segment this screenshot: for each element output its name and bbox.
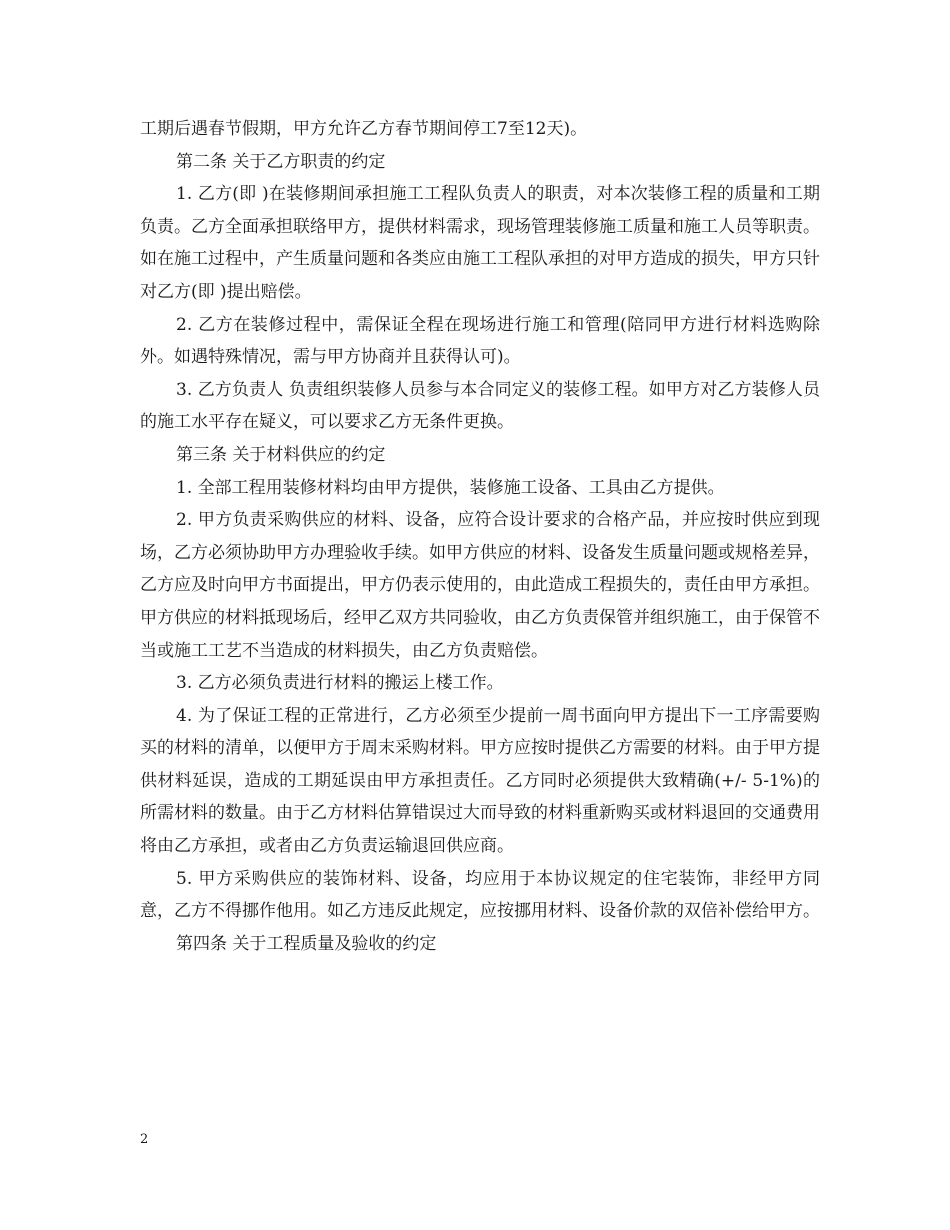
paragraph: 5. 甲方采购供应的装饰材料、设备，均应用于本协议规定的住宅装饰，非经甲方同意，乙方不得挪作他用。如乙方违反此规定，应按挪用材料、设备价款的双倍补偿给甲方。 (140, 868, 820, 922)
paragraph: 3. 乙方必须负责进行材料的搬运上楼工作。 (176, 673, 504, 694)
paragraph: 4. 为了保证工程的正常进行，乙方必须至少提前一周书面向甲方提出下一工序需要购买的材料的清单，以便甲方于周末采购材料。甲方应按时提供乙方需要的材料。由于甲方提供材料延误，造成的工期延误由甲方承担责任。乙方同时必须提供大致精确(+/- 5-1%)的所需材料的数量。由于乙方材料估算错误过大而导致的材料重新购买或材料退回的交通费用将由乙方承担，或者由乙方负责运输退回供应商。 (140, 705, 820, 857)
page-number: 2 (140, 1132, 149, 1147)
document-body (140, 113, 820, 960)
paragraph: 2. 甲方负责采购供应的材料、设备，应符合设计要求的合格产品，并应按时供应到现场，乙方必须协助甲方办理验收手续。如甲方供应的材料、设备发生质量问题或规格差异，乙方应及时向甲方书面提出，甲方仍表示使用的，由此造成工程损失的，责任由甲方承担。甲方供应的材料抵现场后，经甲乙双方共同验收，由乙方负责保管并组织施工，由于保管不当或施工工艺不当造成的材料损失，由乙方负责赔偿。 (140, 510, 820, 661)
paragraph: 3. 乙方负责人 负责组织装修人员参与本合同定义的装修工程。如甲方对乙方装修人员的施工水平存在疑义，可以要求乙方无条件更换。 (140, 379, 820, 433)
paragraph: 第三条 关于材料供应的约定 (176, 444, 386, 465)
paragraph: 1. 全部工程用装修材料均由甲方提供，装修施工设备、工具由乙方提供。 (176, 477, 725, 498)
paragraph: 工期后遇春节假期，甲方允许乙方春节期间停工7至12天)。 (140, 119, 588, 139)
paragraph: 1. 乙方(即 )在装修期间承担施工工程队负责人的职责，对本次装修工程的质量和工期负责。乙方全面承担联络甲方，提供材料需求，现场管理装修施工质量和施工人员等职责。如在施工过程中，产生质量问题和各类应由施工工程队承担的对甲方造成的损失，甲方只针对乙方(即 )提出赔偿。 (140, 184, 820, 302)
paragraph: 第二条 关于乙方职责的约定 (176, 151, 386, 172)
paragraph: 第四条 关于工程质量及验收的约定 (176, 933, 437, 954)
paragraph: 2. 乙方在装修过程中，需保证全程在现场进行施工和管理(陪同甲方进行材料选购除外。如遇特殊情况，需与甲方协商并且获得认可)。 (140, 314, 820, 368)
